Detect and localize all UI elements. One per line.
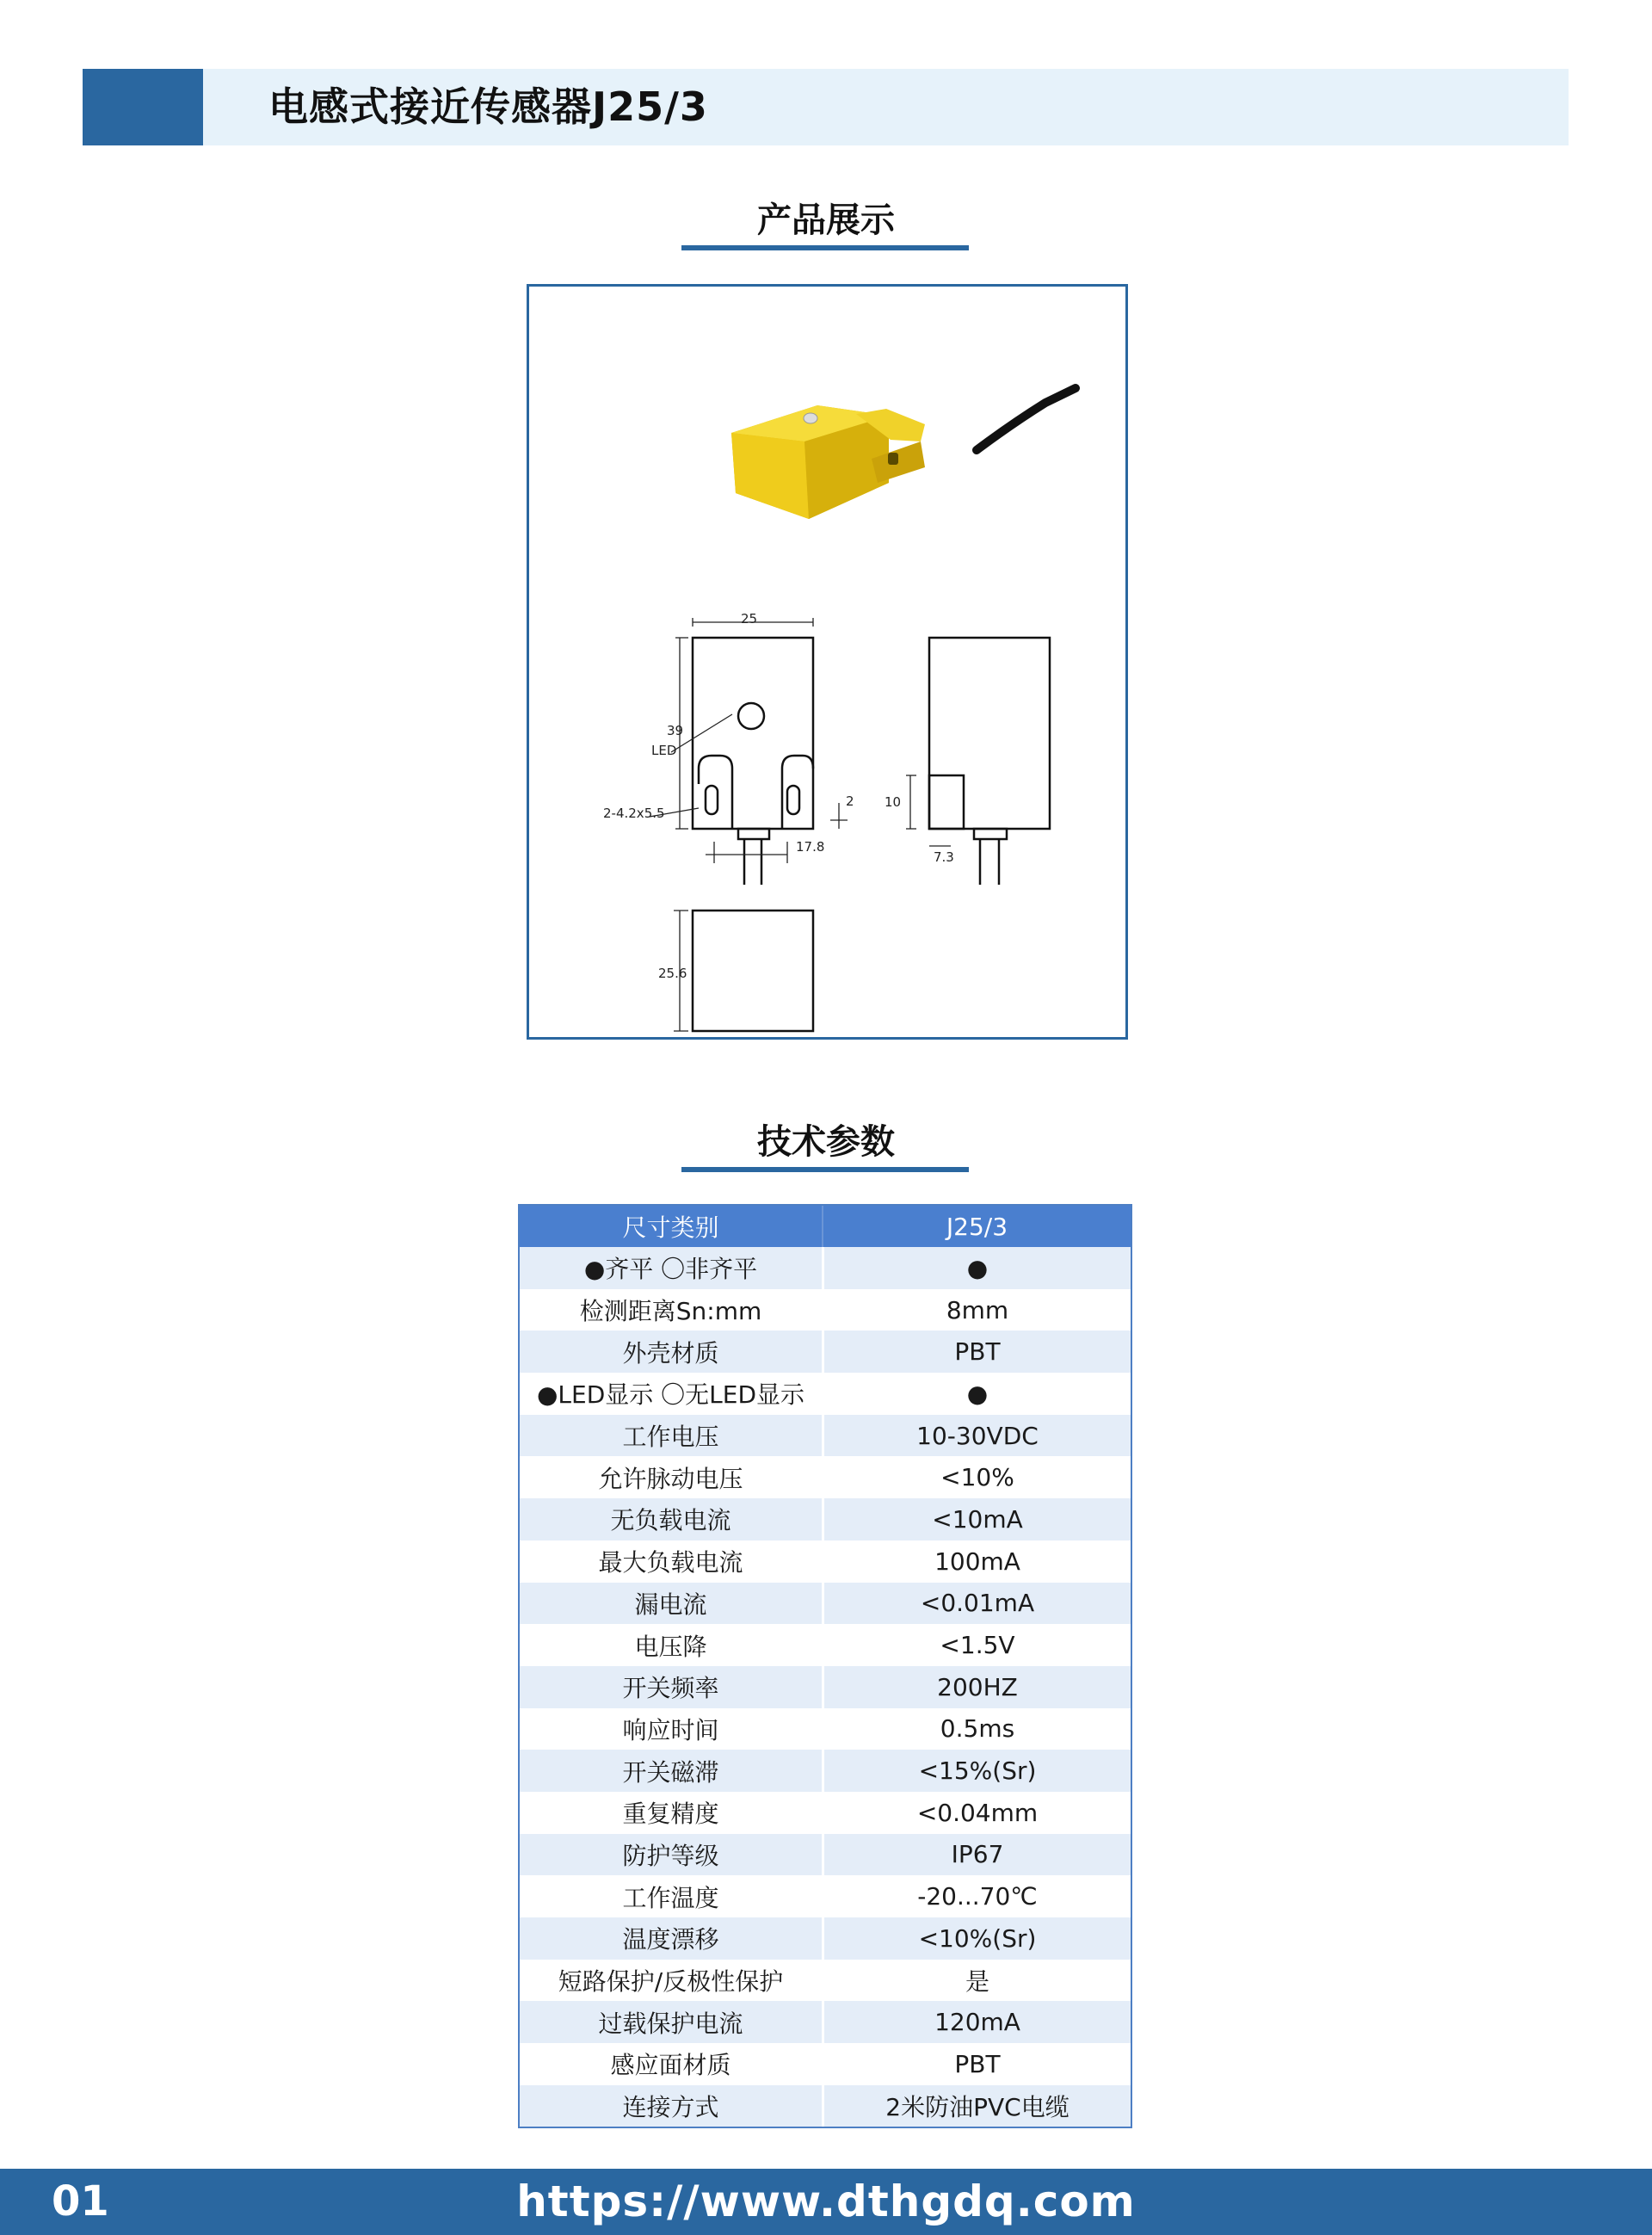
spec-label: ●LED显示 〇无LED显示 xyxy=(520,1373,824,1415)
product-image-frame xyxy=(527,284,1128,1040)
table-row xyxy=(520,2085,1131,2127)
spec-label: 最大负载电流 xyxy=(520,1540,824,1583)
spec-label: 连接方式 xyxy=(520,2085,824,2127)
spec-label: 允许脉动电压 xyxy=(520,1456,824,1498)
side-view-drawing xyxy=(929,638,1050,885)
spec-value: <0.01mA xyxy=(920,1589,1035,1618)
spec-label: 温度漂移 xyxy=(520,1917,824,1960)
dim-width: 25 xyxy=(741,611,758,627)
dim-height: 39 xyxy=(667,723,684,738)
spec-label: 检测距离Sn:mm xyxy=(520,1289,824,1331)
spec-label: 响应时间 xyxy=(520,1708,824,1750)
spec-label: 短路保护/反极性保护 xyxy=(520,1960,824,2002)
table-row xyxy=(520,1792,1131,1834)
table-row xyxy=(520,1834,1131,1876)
table-row xyxy=(520,1540,1131,1583)
spec-label: 工作温度 xyxy=(520,1875,824,1917)
table-header-cell: 尺寸类别 xyxy=(520,1206,823,1247)
table-header-cell: J25/3 xyxy=(946,1212,1008,1241)
spec-value: ● xyxy=(966,1379,989,1408)
table-row xyxy=(520,1247,1131,1289)
spec-value: PBT xyxy=(954,1337,1001,1367)
spec-label: 电压降 xyxy=(520,1624,824,1666)
spec-value: 2米防油PVC电缆 xyxy=(885,2093,1069,2122)
spec-value: 200HZ xyxy=(937,1672,1018,1701)
spec-label: 重复精度 xyxy=(520,1792,824,1834)
spec-value: ● xyxy=(966,1253,989,1282)
dim-pitch: 17.8 xyxy=(796,839,825,855)
table-row xyxy=(520,1750,1131,1792)
spec-table xyxy=(518,1204,1132,2128)
spec-label: ●齐平 〇非齐平 xyxy=(520,1247,824,1289)
table-row xyxy=(520,1666,1131,1708)
dim-slot-gap: 2 xyxy=(846,793,854,809)
table-row xyxy=(520,1583,1131,1625)
spec-label: 开关磁滞 xyxy=(520,1750,824,1792)
section-title-specs: 技术参数 xyxy=(757,1122,895,1162)
table-row xyxy=(520,1331,1131,1373)
spec-value: <0.04mm xyxy=(916,1798,1039,1827)
table-row xyxy=(520,1875,1131,1917)
spec-value: <10mA xyxy=(932,1504,1023,1534)
section-underline-specs xyxy=(681,1167,969,1172)
table-header-row xyxy=(520,1206,1131,1247)
spec-label: 过载保护电流 xyxy=(520,2001,824,2043)
dim-side-depth: 7.3 xyxy=(934,849,954,865)
spec-value: 100mA xyxy=(934,1547,1020,1576)
dim-led: LED xyxy=(651,743,677,758)
table-row xyxy=(520,1960,1131,2002)
spec-label: 感应面材质 xyxy=(520,2043,824,2085)
spec-value: 120mA xyxy=(934,2008,1020,2037)
spec-value: 10-30VDC xyxy=(916,1421,1039,1450)
dim-slot: 2-4.2x5.5 xyxy=(603,806,665,821)
spec-value: <1.5V xyxy=(940,1631,1015,1660)
table-row xyxy=(520,1456,1131,1498)
header-accent-block xyxy=(83,69,203,145)
table-row xyxy=(520,1708,1131,1750)
spec-label: 外壳材质 xyxy=(520,1331,824,1373)
table-row xyxy=(520,2043,1131,2085)
spec-value: 是 xyxy=(965,1967,989,1997)
dim-side-height: 10 xyxy=(885,794,902,810)
page-number: 01 xyxy=(52,2177,109,2226)
front-view-drawing xyxy=(693,638,813,1031)
table-row xyxy=(520,1373,1131,1415)
table-row xyxy=(520,1498,1131,1540)
dim-bottom-height: 25.6 xyxy=(658,966,687,981)
spec-value: PBT xyxy=(954,2049,1001,2078)
table-row xyxy=(520,1289,1131,1331)
sensor-photo xyxy=(731,388,1076,519)
table-row xyxy=(520,1415,1131,1457)
spec-value: IP67 xyxy=(951,1840,1004,1869)
section-underline-product xyxy=(681,245,969,250)
spec-value: 8mm xyxy=(946,1295,1009,1324)
table-row xyxy=(520,2001,1131,2043)
spec-value: <15%(Sr) xyxy=(918,1757,1037,1786)
spec-value: <10% xyxy=(940,1463,1014,1492)
spec-value: -20...70℃ xyxy=(917,1882,1038,1911)
table-row xyxy=(520,1917,1131,1960)
spec-value: <10%(Sr) xyxy=(918,1923,1037,1953)
spec-value: 0.5ms xyxy=(940,1714,1015,1744)
section-title-product: 产品展示 xyxy=(757,201,895,240)
footer-url: https://www.dthgdq.com xyxy=(516,2176,1136,2226)
table-row xyxy=(520,1624,1131,1666)
page-title: 电感式接近传感器J25/3 xyxy=(268,83,708,130)
spec-label: 开关频率 xyxy=(520,1666,824,1708)
spec-label: 工作电压 xyxy=(520,1415,824,1457)
spec-label: 漏电流 xyxy=(520,1583,824,1625)
product-drawing xyxy=(529,287,1125,1037)
dimension-lines xyxy=(650,618,951,1031)
spec-label: 无负载电流 xyxy=(520,1498,824,1540)
spec-label: 防护等级 xyxy=(520,1834,824,1876)
